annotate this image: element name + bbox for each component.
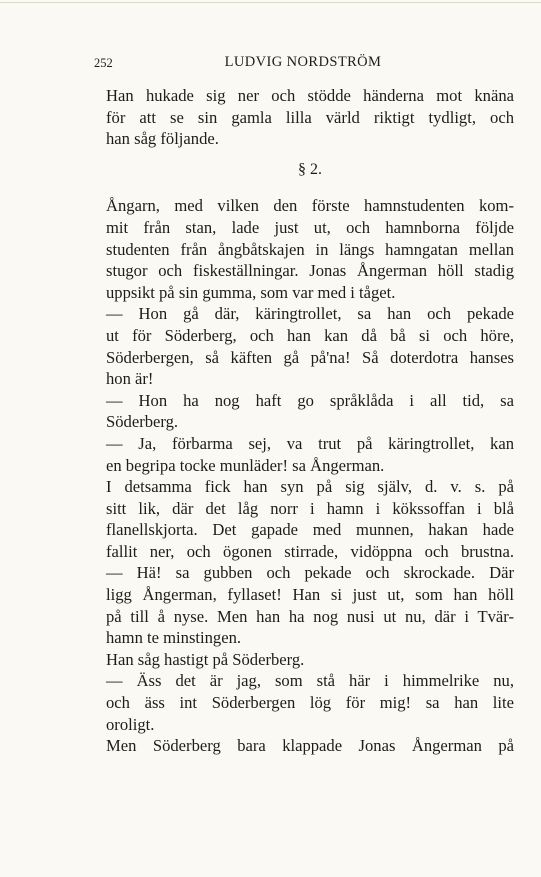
text-line: — Ja, förbarma sej, va trut på käringtrollet, kan — [106, 433, 514, 453]
text-line: — Hä! sa gubben och pekade och skrockade. Där — [106, 563, 514, 583]
text-line: Han hukade sig ner och stödde händerna mot knäna — [106, 86, 514, 105]
text-line: för att se sin gamla lilla värld riktigt tydligt, och — [106, 107, 514, 127]
body-text — [106, 85, 514, 757]
text-line: och äss int Söderbergen lög för mig! sa han lite — [106, 693, 514, 713]
section-heading: § 2. — [298, 160, 322, 178]
text-line: Han såg hastigt på Söderberg. — [106, 649, 305, 669]
text-line: fallit ner, och ögonen stirrade, vidöppna och brustna. — [106, 541, 514, 561]
text-line: mit från stan, lade just ut, och hamnborna följde — [106, 217, 514, 237]
text-line: Söderbergen, så käften gå på'na! Så doterdotra hanses — [106, 347, 514, 367]
text-line: han såg följande. — [106, 129, 219, 149]
text-line: hon är! — [106, 369, 154, 389]
text-line: sitt lik, där det låg norr i hamn i kökssoffan i blå — [106, 498, 514, 518]
running-title: LUDVIG NORDSTRÖM — [224, 54, 382, 70]
text-line: uppsikt på sin gumma, som var med i tåget. — [106, 282, 396, 302]
text-line: ut för Söderberg, och han kan då bå si och höre, — [106, 325, 514, 345]
text-line: Ångarn, med vilken den förste hamnstudenten kom- — [106, 196, 514, 216]
text-line: stugor och fiskeställningar. Jonas Ångerman höll stadig — [106, 261, 514, 281]
text-line: — Hon ha nog haft go språklåda i all tid, sa — [106, 390, 514, 410]
page-number: 252 — [94, 56, 113, 70]
text-line: en begripa tocke munläder! sa Ångerman. — [106, 455, 385, 475]
text-line: Söderberg. — [106, 412, 179, 432]
text-line: på till å nyse. Men han ha nog nusi ut nu, där i Tvär- — [106, 606, 514, 626]
text-line: flanellskjorta. Det gapade med munnen, hakan hade — [106, 520, 514, 540]
text-line: — Hon gå där, käringtrollet, sa han och pekade — [106, 304, 514, 324]
text-line: — Äss det är jag, som stå här i himmelrike nu, — [106, 671, 514, 691]
text-line: oroligt. — [106, 714, 155, 734]
text-line: ligg Ångerman, fyllaset! Han si just ut, som han höll — [106, 585, 514, 605]
scan-edge-line — [0, 2, 541, 3]
text-line: Men Söderberg bara klappade Jonas Ångerman på — [106, 736, 514, 756]
text-line: hamn te minstingen. — [106, 628, 242, 648]
text-line: I detsamma fick han syn på sig själv, d. v. s. på — [106, 477, 514, 497]
text-line: studenten från ångbåtskajen in längs hamngatan mellan — [106, 239, 514, 259]
